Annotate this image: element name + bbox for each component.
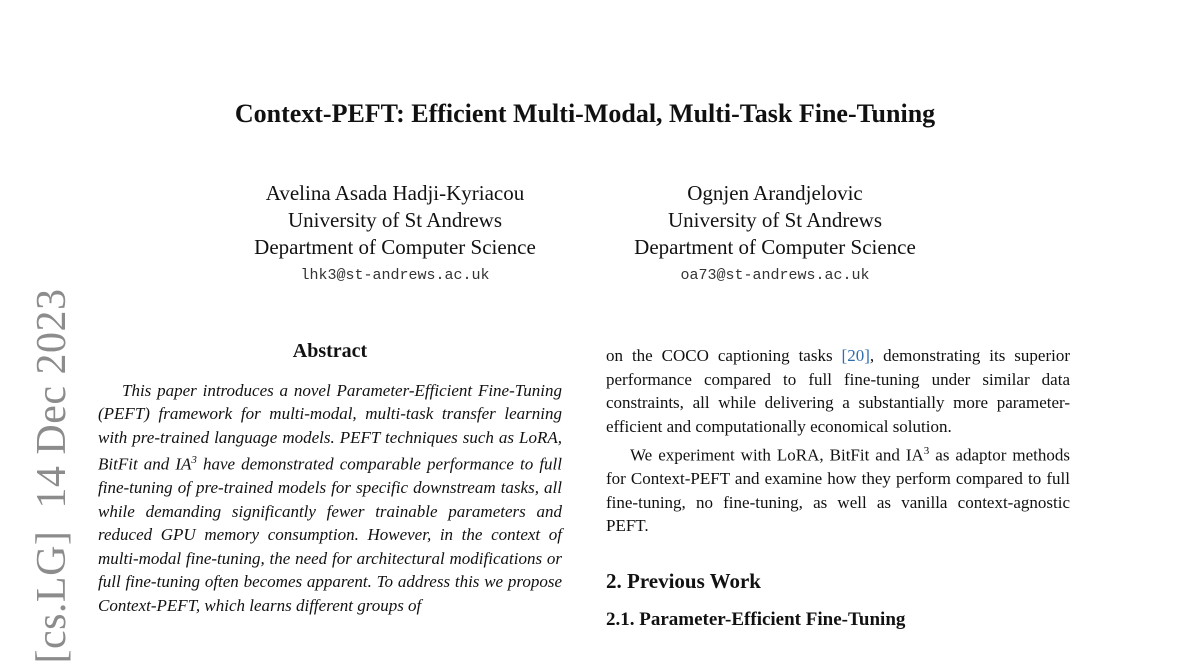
author-name: Ognjen Arandjelovic	[687, 181, 863, 205]
author-block-2	[610, 180, 940, 291]
body-paragraph: on the COCO captioning tasks [20], demonstrating its superior performance compared to full fine-tuning under similar data constraints, all while delivering a substantially more parameter-efficient and computationally economical solution.	[606, 346, 1070, 436]
citation-link[interactable]: [20]	[841, 346, 870, 365]
author-department: Department of Computer Science	[634, 235, 916, 259]
left-column	[98, 340, 562, 617]
section-heading: 2. Previous Work	[606, 568, 761, 593]
author-block-1	[230, 180, 560, 291]
subsection-heading: 2.1. Parameter-Efficient Fine-Tuning	[606, 608, 906, 630]
abstract-heading: Abstract	[292, 340, 368, 362]
author-email: oa73@st-andrews.ac.uk	[680, 267, 870, 284]
arxiv-category: [cs.LG]	[29, 530, 75, 664]
author-affiliation: University of St Andrews	[287, 208, 503, 232]
right-column	[606, 344, 1070, 632]
author-department: Department of Computer Science	[254, 235, 536, 259]
paper-title: Context-PEFT: Efficient Multi-Modal, Multi-Task Fine-Tuning	[234, 99, 936, 128]
author-name: Avelina Asada Hadji-Kyriacou	[265, 181, 525, 205]
arxiv-stamp	[28, 288, 76, 663]
body-paragraph: We experiment with LoRA, BitFit and $IA^3$ as adaptor methods for Context-PEFT and examine how they perform compared to full fine-tuning, no fine-tuning, as well as vanilla context-agnostic PEFT.	[606, 445, 1070, 536]
author-affiliation: University of St Andrews	[667, 208, 883, 232]
author-email: lhk3@st-andrews.ac.uk	[300, 267, 490, 284]
abstract-text: This paper introduces a novel Parameter-Efficient Fine-Tuning (PEFT) framework for multi-modal, multi-task transfer learning with pre-trained language models. PEFT techniques such as LoRA, BitFit and $IA^3$ have demonstrated comparable performance to full fine-tuning of pre-trained models for specific downstream tasks, all while demanding significantly fewer trainable parameters and reduced GPU memory consumption. However, in the context of multi-modal fine-tuning, the need for architectural modifications or full fine-tuning often becomes apparent. To address this we propose Context-PEFT, which learns different groups of	[98, 380, 562, 615]
arxiv-date: 14 Dec 2023	[29, 288, 75, 509]
